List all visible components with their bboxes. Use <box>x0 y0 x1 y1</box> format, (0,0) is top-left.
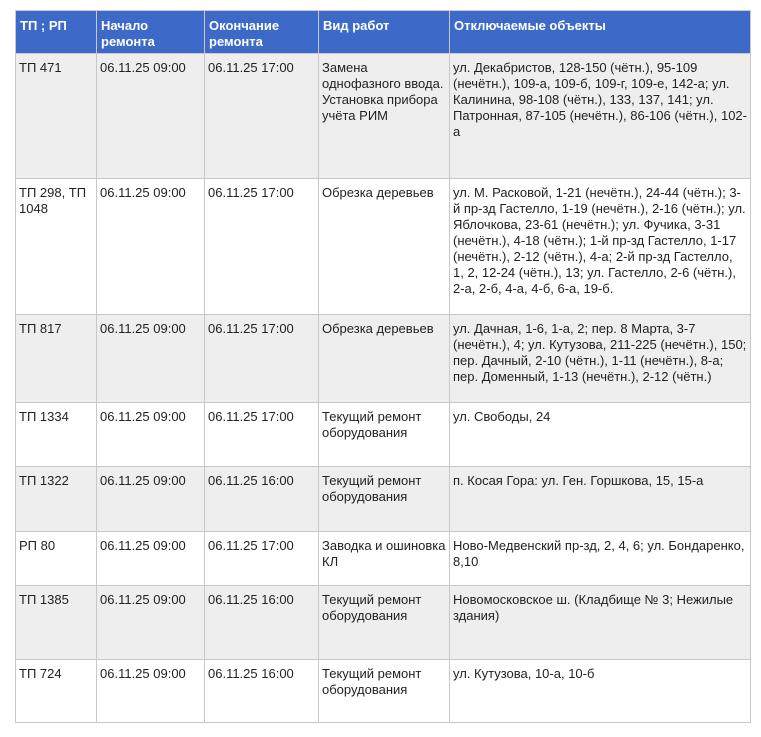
cell-work: Текущий ремонт оборудования <box>319 467 450 532</box>
cell-work: Заводка и ошиновка КЛ <box>319 532 450 586</box>
header-affected-objects: Отключаемые объекты <box>450 11 751 54</box>
cell-tp: ТП 1334 <box>16 403 97 467</box>
table-row <box>16 179 751 315</box>
table-row <box>16 532 751 586</box>
cell-end: 06.11.25 17:00 <box>205 403 319 467</box>
cell-start: 06.11.25 09:00 <box>97 54 205 179</box>
cell-end: 06.11.25 16:00 <box>205 586 319 660</box>
cell-start: 06.11.25 09:00 <box>97 586 205 660</box>
cell-objects: ул. Дачная, 1-6, 1-а, 2; пер. 8 Марта, 3-7 (нечётн.), 4; ул. Кутузова, 211-225 (нечётн.), 150; пер. Дачный, 2-10 (чётн.), 1-11 (нечётн.), 8-а; пер. Доменный, 1-13 (нечётн.), 2-12 (чётн.) <box>450 315 751 403</box>
cell-end: 06.11.25 17:00 <box>205 532 319 586</box>
cell-tp: ТП 724 <box>16 660 97 723</box>
cell-objects: Ново-Медвенский пр-зд, 2, 4, 6; ул. Бондаренко, 8,10 <box>450 532 751 586</box>
header-work-type: Вид работ <box>319 11 450 54</box>
cell-objects: ул. Декабристов, 128-150 (чётн.), 95-109 (нечётн.), 109-а, 109-б, 109-г, 109-е, 142-а; ул. Калинина, 98-108 (чётн.), 133, 137, 141; ул. Патронная, 87-105 (нечётн.), 86-106 (чётн.), 102-а <box>450 54 751 179</box>
cell-work: Текущий ремонт оборудования <box>319 403 450 467</box>
header-repair-start: Начало ремонта <box>97 11 205 54</box>
header-repair-end: Окончание ремонта <box>205 11 319 54</box>
table-row <box>16 54 751 179</box>
cell-objects: ул. Кутузова, 10-а, 10-б <box>450 660 751 723</box>
cell-tp: ТП 471 <box>16 54 97 179</box>
table-row <box>16 467 751 532</box>
cell-tp: ТП 1322 <box>16 467 97 532</box>
cell-work: Текущий ремонт оборудования <box>319 660 450 723</box>
table-row <box>16 660 751 723</box>
cell-end: 06.11.25 17:00 <box>205 54 319 179</box>
cell-tp: РП 80 <box>16 532 97 586</box>
cell-start: 06.11.25 09:00 <box>97 179 205 315</box>
cell-end: 06.11.25 16:00 <box>205 660 319 723</box>
outage-schedule-table <box>15 10 751 723</box>
cell-objects: ул. Свободы, 24 <box>450 403 751 467</box>
cell-tp: ТП 298, ТП 1048 <box>16 179 97 315</box>
cell-objects: п. Косая Гора: ул. Ген. Горшкова, 15, 15-а <box>450 467 751 532</box>
cell-objects: ул. М. Расковой, 1-21 (нечётн.), 24-44 (чётн.); 3-й пр-зд Гастелло, 1-19 (нечётн.), 2-16 (чётн.); ул. Яблочкова, 23-61 (нечётн.); ул. Фучика, 3-31 (нечётн.), 4-18 (чётн.); 1-й пр-зд Гастелло, 1-17 (нечётн.), 2-12 (чётн.), 4-а; 2-й пр-зд Гастелло, 1, 2, 12-24 (чётн.), 13; ул. Гастелло, 2-6 (чётн.), 2-а, 2-б, 4-а, 4-б, 6-а, 19-б. <box>450 179 751 315</box>
cell-work: Обрезка деревьев <box>319 179 450 315</box>
table-row <box>16 586 751 660</box>
cell-start: 06.11.25 09:00 <box>97 315 205 403</box>
cell-start: 06.11.25 09:00 <box>97 403 205 467</box>
cell-work: Обрезка деревьев <box>319 315 450 403</box>
table-header-row <box>16 11 751 54</box>
header-tp-rp: ТП ; РП <box>16 11 97 54</box>
cell-start: 06.11.25 09:00 <box>97 660 205 723</box>
cell-objects: Новомосковское ш. (Кладбище № 3; Нежилые здания) <box>450 586 751 660</box>
cell-work: Замена однофазного ввода. Установка прибора учёта РИМ <box>319 54 450 179</box>
cell-work: Текущий ремонт оборудования <box>319 586 450 660</box>
cell-tp: ТП 817 <box>16 315 97 403</box>
table-row <box>16 315 751 403</box>
cell-start: 06.11.25 09:00 <box>97 532 205 586</box>
outage-table-container <box>15 10 751 723</box>
cell-end: 06.11.25 17:00 <box>205 179 319 315</box>
cell-start: 06.11.25 09:00 <box>97 467 205 532</box>
cell-tp: ТП 1385 <box>16 586 97 660</box>
cell-end: 06.11.25 16:00 <box>205 467 319 532</box>
cell-end: 06.11.25 17:00 <box>205 315 319 403</box>
table-row <box>16 403 751 467</box>
